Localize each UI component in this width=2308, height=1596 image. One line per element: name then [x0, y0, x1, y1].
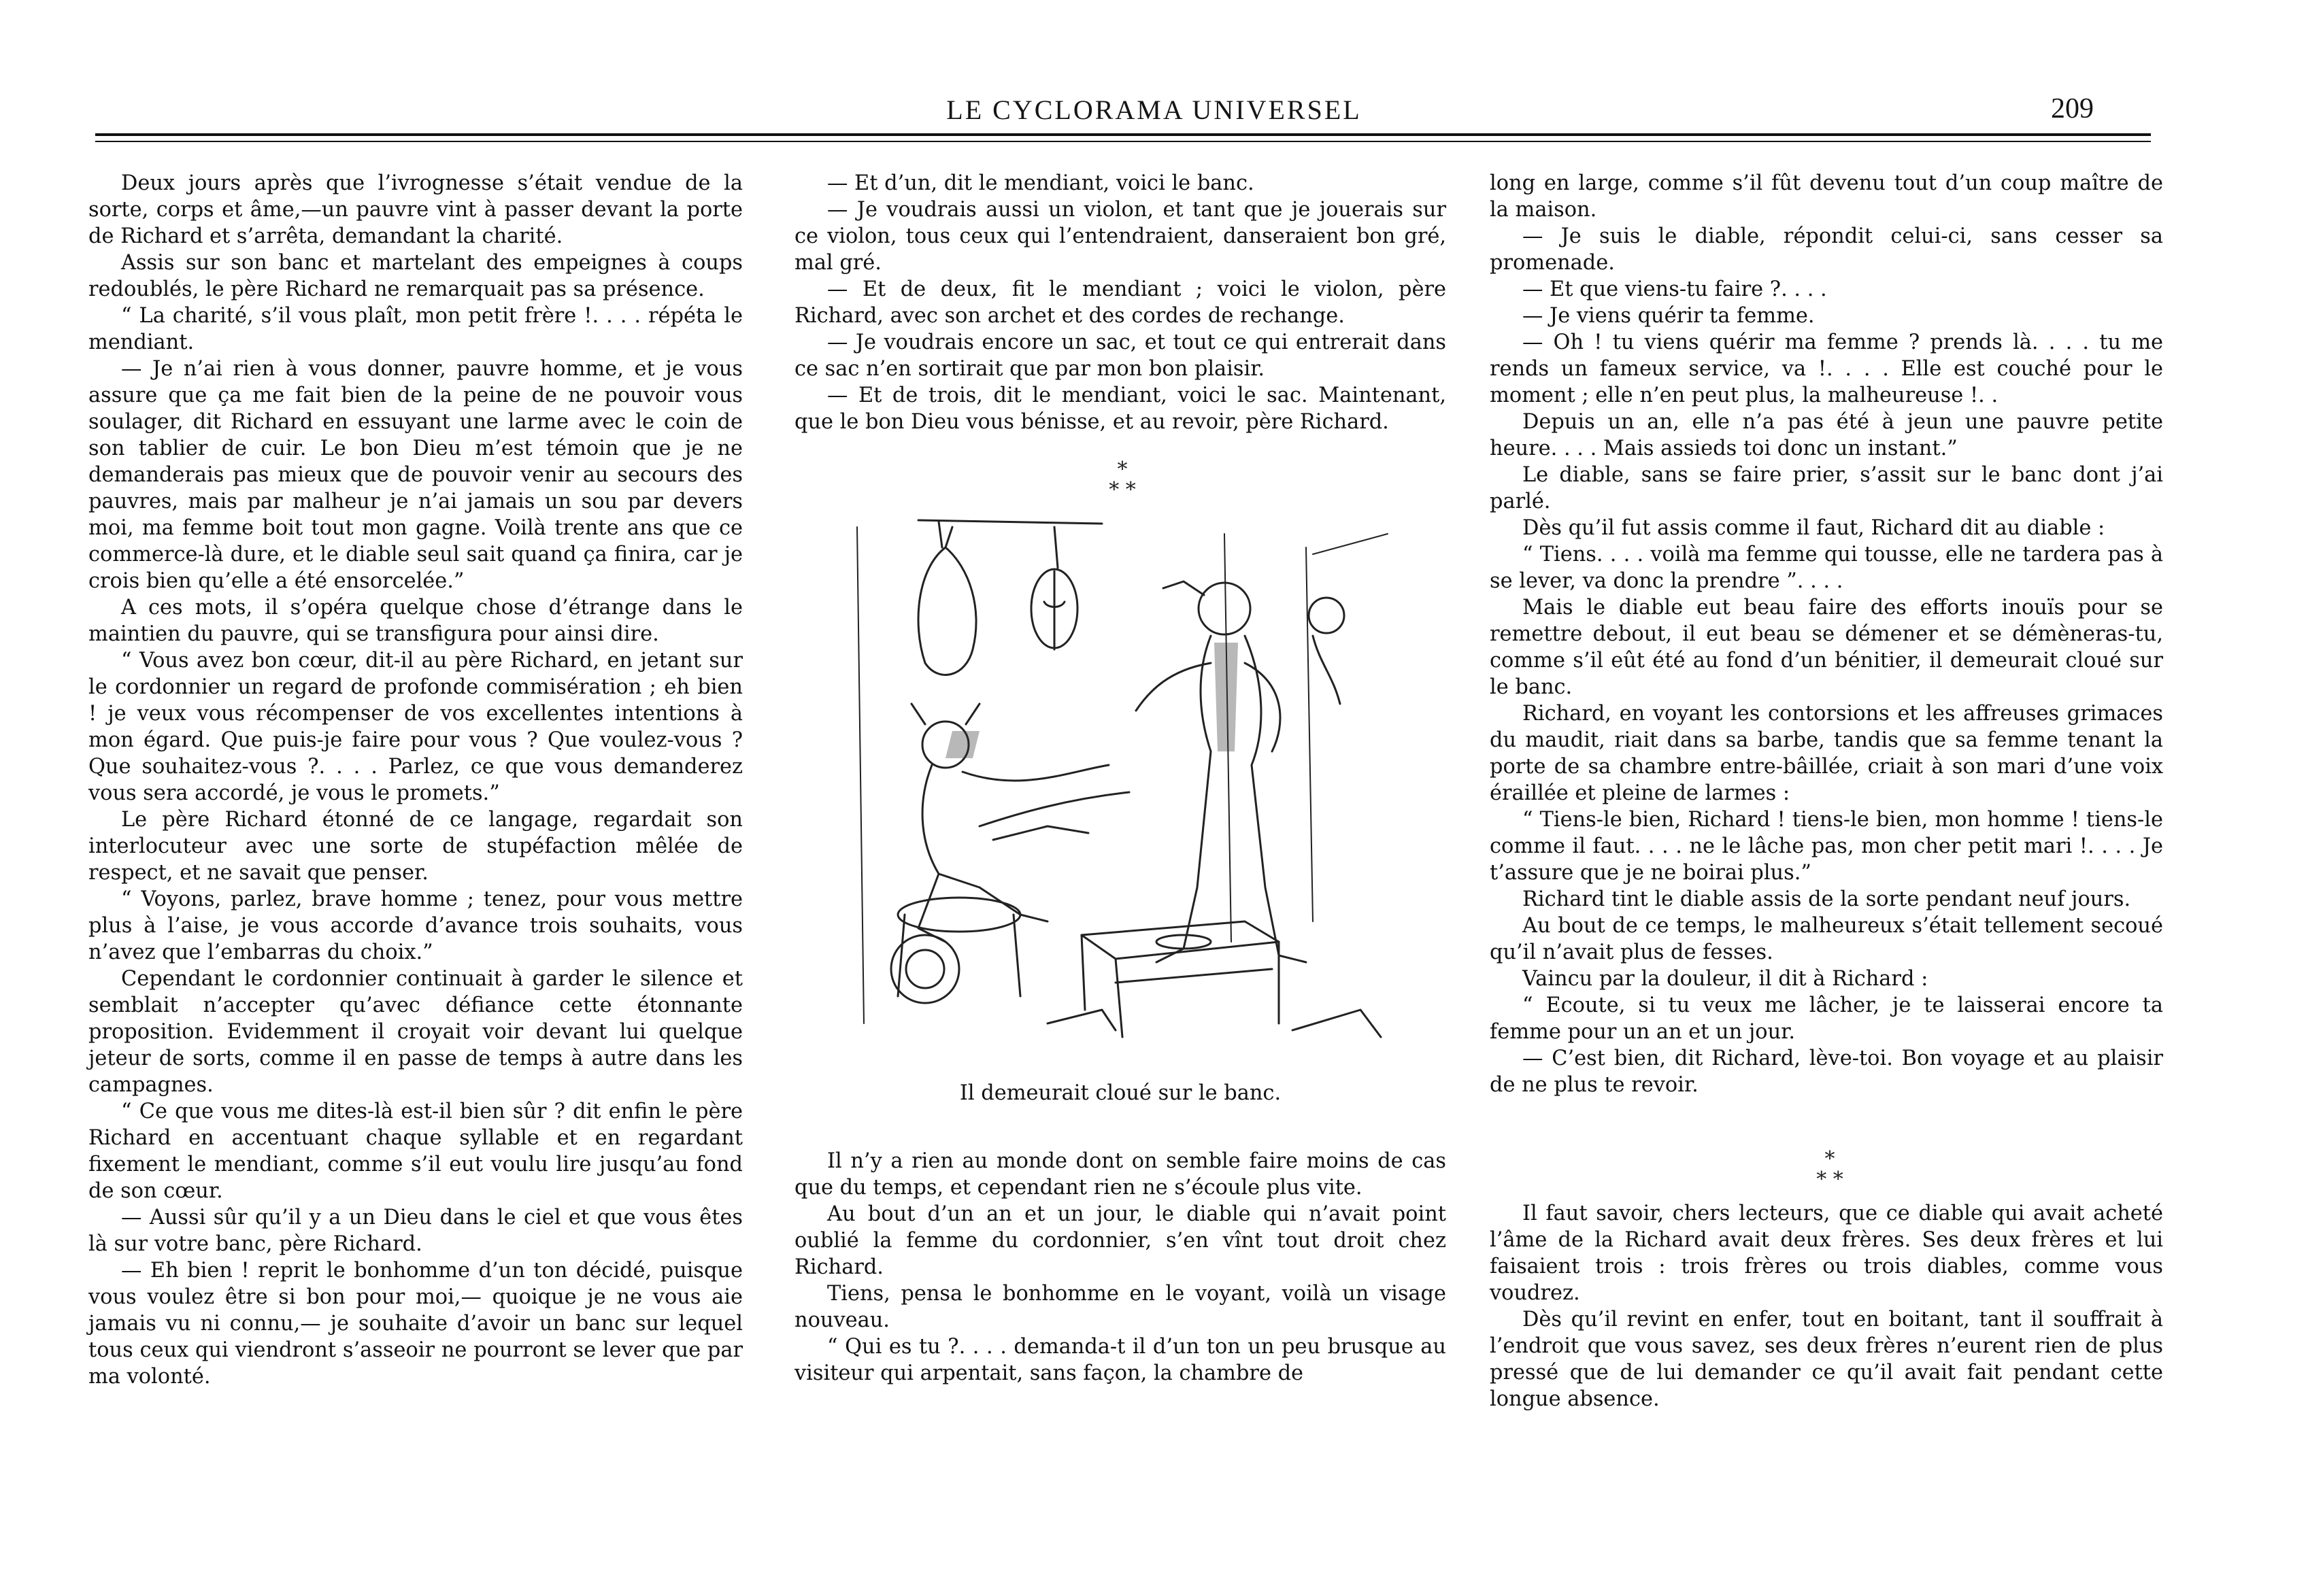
paragraph: “ La charité, s’il vous plaît, mon petit frère !. . . . répéta le mendiant.	[88, 304, 743, 354]
paragraph: “ Qui es tu ?. . . . demanda-t il d’un ton un peu brusque au visiteur qui arpentait, sans façon, la chambre de	[795, 1335, 1446, 1385]
journal-title: LE CYCLORAMA UNIVERSEL	[946, 95, 1362, 125]
paragraph: “ Voyons, parlez, brave homme ; tenez, pour vous mettre plus à l’aise, je vous accorde d’avance trois souhaits, vous n’avez que l’embarras du choix.”	[88, 887, 743, 964]
paragraph: Au bout de ce temps, le malheureux s’était tellement secoué qu’il n’avait plus de fesses.	[1490, 914, 2163, 964]
paragraph: Deux jours après que l’ivrognesse s’était vendue de la sorte, corps et âme,—un pauvre vint à passer devant la porte de Richard et s’arrêta, demandant la charité.	[88, 171, 743, 248]
illustration-devil-on-bench	[843, 507, 1401, 1057]
paragraph: Richard, en voyant les contorsions et les affreuses grimaces du maudit, riait dans sa barbe, tandis que sa femme tenant la porte de sa chambre entre-bâillée, criait à son mari d’une voix éraillée et pleine de larmes :	[1490, 702, 2163, 805]
paragraph: Il n’y a rien au monde dont on semble faire moins de cas que du temps, et cependant rien ne s’écoule plus vite.	[795, 1149, 1446, 1200]
paragraph: Depuis un an, elle n’a pas été à jeun une pauvre petite heure. . . . Mais assieds toi donc un instant.”	[1490, 410, 2163, 460]
paragraph: — Et que viens-tu faire ?. . . .	[1522, 277, 1827, 301]
column-2-bottom	[795, 1148, 1446, 1387]
paragraph: Au bout d’un an et un jour, le diable qui n’avait point oublié la femme du cordonnier, s’en vînt tout droit chez Richard.	[795, 1202, 1446, 1279]
paragraph: Mais le diable eut beau faire des efforts inouïs pour se remettre debout, il eut beau se démener et se démèneras-tu, comme s’il eût été au fond d’un bénitier, il demeurait cloué sur le banc.	[1490, 596, 2163, 699]
paragraph: — Et d’un, dit le mendiant, voici le banc.	[827, 171, 1254, 195]
page-number: 209	[2051, 93, 2094, 124]
paragraph: — Je viens quérir ta femme.	[1522, 304, 1815, 328]
paragraph: Le père Richard étonné de ce langage, regardait son interlocuteur avec une sorte de stupéfaction mêlée de respect, et ne savait que penser.	[88, 808, 743, 885]
paragraph: — Je n’ai rien à vous donner, pauvre homme, et je vous assure que ça me fait bien de la peine de ne pouvoir vous soulager, dit Richard en essuyant une larme avec le coin de son tablier de cuir. Le bon Dieu m’est témoin que je ne demanderais pas mieux que de pouvoir venir au secours des pauvres, mais par malheur je n’ai jamais un sou par devers moi, ma femme boit tout mon gagne. Voilà trente ans que ce commerce-là dure, et le diable seul sait quand ça finira, car je crois bien qu’elle a été ensorcelée.”	[88, 357, 743, 593]
paragraph: — Oh ! tu viens quérir ma femme ? prends là. . . . tu me rends un fameux service, va !. . . . Elle est couché pour le moment ; elle n’en peut plus, la malheureuse !. .	[1490, 330, 2163, 407]
paragraph: Assis sur son banc et martelant des empeignes à coups redoublés, le père Richard ne remarquait pas sa présence.	[88, 251, 743, 301]
paragraph: Vaincu par la douleur, il dit à Richard :	[1522, 967, 1928, 991]
paragraph: — Je voudrais aussi un violon, et tant que je jouerais sur ce violon, tous ceux qui l’entendraient, danseraient bon gré, mal gré.	[795, 198, 1446, 275]
section-asterism: * * *	[1816, 1147, 1843, 1191]
paragraph: “ Ecoute, si tu veux me lâcher, je te laisserai encore ta femme pour un an et un jour.	[1490, 994, 2163, 1044]
section-asterism: * * *	[1109, 458, 1136, 502]
column-1	[88, 170, 743, 1390]
column-2-top	[795, 170, 1446, 435]
paragraph: — Et de trois, dit le mendiant, voici le sac. Maintenant, que le bon Dieu vous bénisse, et au revoir, père Richard.	[795, 384, 1446, 434]
paragraph: Dès qu’il revint en enfer, tout en boitant, tant il souffrait à l’endroit que vous savez, ses deux frères n’eurent rien de plus pressé que de lui demander ce qu’il avait fait pendant cette longue absence.	[1490, 1308, 2163, 1411]
paragraph: “ Vous avez bon cœur, dit-il au père Richard, en jetant sur le cordonnier un regard de profonde commisération ; eh bien ! je veux vous récompenser de vos excellentes intentions à mon égard. Que puis-je faire pour vous ? Que voulez-vous ? Que souhaitez-vous ?. . . . Parlez, ce que vous demanderez vous sera accordé, je vous le promets.”	[88, 649, 743, 805]
paragraph: “ Ce que vous me dites-là est-il bien sûr ? dit enfin le père Richard en accentuant chaque syllable et en regardant fixement le mendiant, comme s’il eut voulu lire jusqu’au fond de son cœur.	[88, 1100, 743, 1203]
paragraph: — Aussi sûr qu’il y a un Dieu dans le ciel et que vous êtes là sur votre banc, père Richard.	[88, 1206, 743, 1256]
paragraph: — Eh bien ! reprit le bonhomme d’un ton décidé, puisque vous voulez être si bon pour moi,— quoique je ne vous aie jamais vu ni connu,— je souhaite d’avoir un banc sur lequel tous ceux qui viendront s’asseoir ne pourront se lever que par ma volonté.	[88, 1259, 743, 1389]
paragraph: — Et de deux, fit le mendiant ; voici le violon, père Richard, avec son archet et des cordes de rechange.	[795, 277, 1446, 328]
header-rule-thick	[95, 133, 2151, 136]
paragraph: Il faut savoir, chers lecteurs, que ce diable qui avait acheté l’âme de la Richard avait deux frères. Ses deux frères et lui faisaient trois : trois frères ou trois diables, comme vous voudrez.	[1490, 1202, 2163, 1305]
paragraph: — Je voudrais encore un sac, et tout ce qui entrerait dans ce sac n’en sortirait que par mon bon plaisir.	[795, 330, 1446, 381]
column-3-bottom	[1490, 1200, 2163, 1412]
paragraph: A ces mots, il s’opéra quelque chose d’étrange dans le maintien du pauvre, qui se transfigura pour ainsi dire.	[88, 596, 743, 646]
paragraph: Le diable, sans se faire prier, s’assit sur le banc dont j’ai parlé.	[1490, 463, 2163, 513]
paragraph: Dès qu’il fut assis comme il faut, Richard dit au diable :	[1522, 516, 2105, 540]
paragraph: Tiens, pensa le bonhomme en le voyant, voilà un visage nouveau.	[795, 1282, 1446, 1332]
column-3-top	[1490, 170, 2163, 1098]
paragraph: long en large, comme s’il fût devenu tout d’un coup maître de la maison.	[1490, 171, 2163, 222]
paragraph: “ Tiens. . . . voilà ma femme qui tousse, elle ne tardera pas à se lever, va donc la prendre ”. . . .	[1490, 543, 2163, 593]
paragraph: — C’est bien, dit Richard, lève-toi. Bon voyage et au plaisir de ne plus te revoir.	[1490, 1047, 2163, 1097]
paragraph: Richard tint le diable assis de la sorte pendant neuf jours.	[1522, 887, 2131, 911]
illustration-caption: Il demeurait cloué sur le banc.	[959, 1081, 1282, 1105]
paragraph: Cependant le cordonnier continuait à garder le silence et semblait n’accepter qu’avec défiance cette étonnante proposition. Evidemment il croyait voir devant lui quelque jeteur de sorts, comme il en passe de temps à autre dans les campagnes.	[88, 967, 743, 1097]
paragraph: — Je suis le diable, répondit celui-ci, sans cesser sa promenade.	[1490, 224, 2163, 275]
header-rule-thin	[95, 141, 2151, 142]
paragraph: “ Tiens-le bien, Richard ! tiens-le bien, mon homme ! tiens-le comme il faut. . . . ne le lâche pas, mon cher petit mari !. . . . Je t’assure que je ne boirai plus.”	[1490, 808, 2163, 885]
